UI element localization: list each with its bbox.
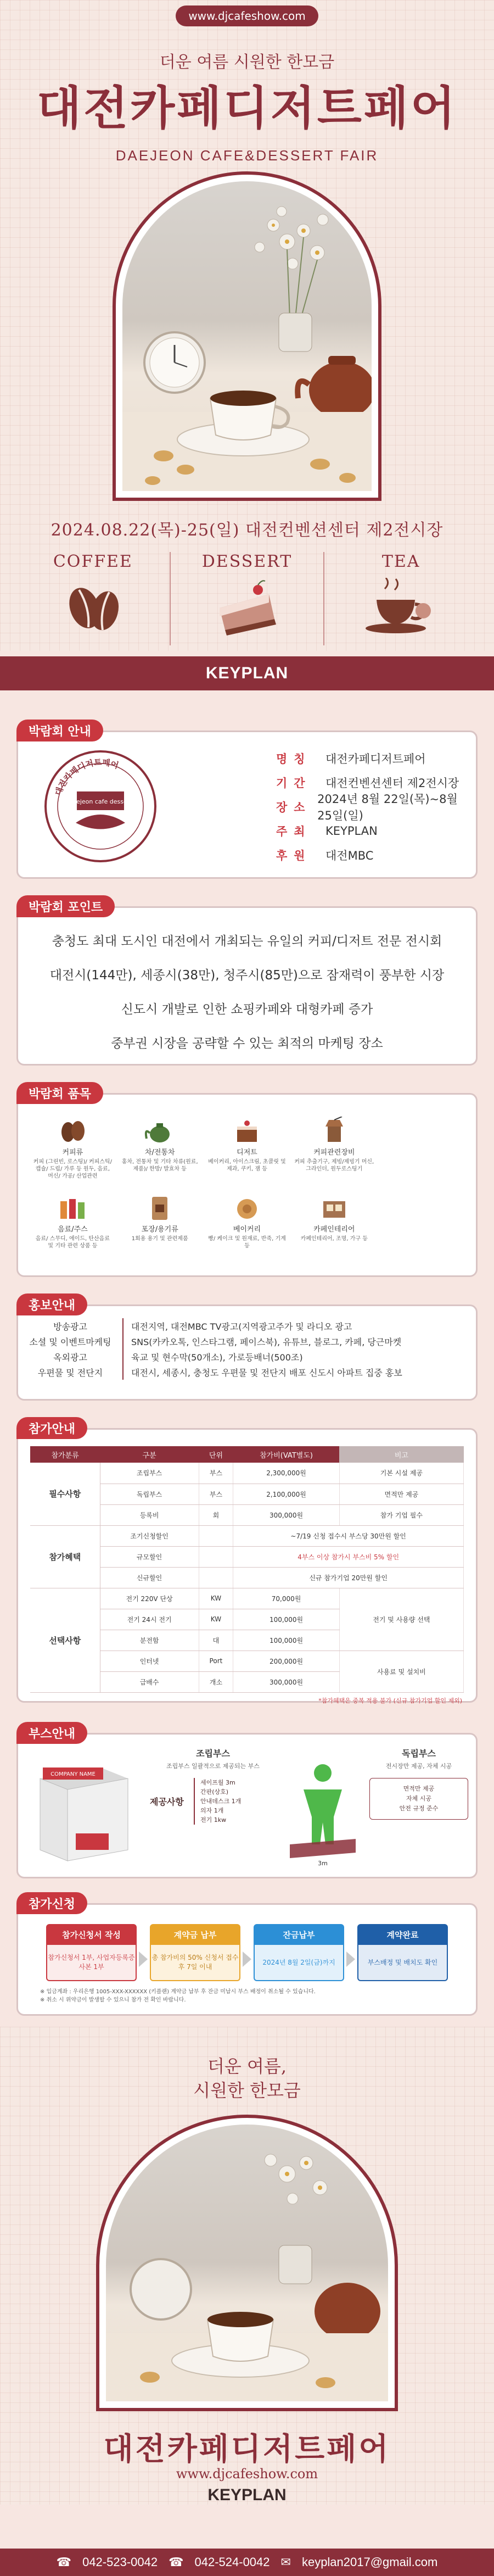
coffee-bean-icon [29,1111,116,1144]
fees-box [16,1428,478,1703]
items-grid [18,1095,476,1270]
table-row: 인터넷 Port 200,000원 사용료 및 설치비 [30,1651,464,1671]
step-application: 참가신청서 작성 참가신청서 1부, 사업자등록증 사본 1부 [46,1924,137,1981]
category-label: DESSERT [201,552,293,571]
about-row: 후원 대전MBC [276,849,374,862]
items-box [16,1093,478,1277]
step-arrow-icon [346,1951,355,1967]
promotion-section [16,1293,478,1403]
organizer-bar: KEYPLAN [0,656,494,690]
items-section [16,1082,478,1280]
section-tag: 박람회 안내 [16,720,103,741]
teapot-icon [116,1111,204,1144]
phone-1[interactable]: 042-523-0042 [82,2555,158,2569]
item-tea: 차/전통차 홍차, 전통차 및 기타 차류(원료, 제품)/ 한방/ 발효차 등 [116,1111,204,1188]
coffee-bag-icon [116,1188,204,1221]
step-complete: 계약완료 부스배정 및 배치도 확인 [357,1924,448,1981]
table-row: 참가혜택 조기신청할인 ~7/19 신청 접수시 부스당 30만원 할인 [30,1525,464,1546]
fees-section [16,1417,478,1708]
phone-2[interactable]: 042-524-0042 [194,2555,270,2569]
category-coffee [16,552,171,645]
category-tea [324,552,478,645]
item-coffee: 커피류 커피 (그린빈, 로스팅)/ 커피스틱/ 캡슐/ 드립/ 가루 등 원두, 음료, 머신/ 가공/ 산업관련 [29,1111,116,1188]
point-line: 충청도 최대 도시인 대전에서 개최되는 유일의 커피/디저트 전문 전시회 [52,934,442,949]
apply-box [16,1903,478,2016]
item-beverage: 음료/주스 음료/ 스무디, 에이드, 탄산음료 및 기타 관련 상품 등 [29,1188,116,1265]
section-tag: 참가안내 [16,1417,87,1439]
hero-title: 대전카페디저트페어 [36,81,458,135]
table-row: 규모할인 4부스 이상 참가시 부스비 5% 할인 [30,1546,464,1567]
about-table [276,746,476,867]
promotion-box [16,1304,478,1401]
booth-box [16,1733,478,1878]
coffee-bean-icon [16,578,170,640]
about-row: 명칭 대전카페디저트페어 [276,752,426,766]
point-line: 신도시 개발로 인한 쇼핑카페와 대형카페 증가 [121,1002,373,1017]
about-row: 주최 KEYPLAN [276,824,378,838]
category-dessert [171,552,325,645]
fax-icon: ☎ [169,2555,184,2569]
table-row: 급배수 개소 300,000원 [30,1671,464,1692]
item-equipment: 커피관련장비 커피 추출기구, 제빙/제빙기 머신, 그라인더, 원두로스팅기 [290,1111,378,1188]
event-date-venue: 2024.08.22(목)-25(일) 대전컨벤션센터 제2전시장 [50,521,444,540]
footer-coffee-illustration [106,2125,388,2401]
badge-logo-text: daejeon cafe dessert [69,798,132,805]
step-arrow-icon [139,1951,148,1967]
item-empty [378,1111,465,1188]
category-label: TEA [381,552,420,571]
step-balance: 잔금납부 2024년 8월 2일(금)까지 [254,1924,344,1981]
booth-illustration [29,1757,139,1869]
apply-notes: ※ 입금계좌 : 우리은행 1005-XXX-XXXXXX (키플랜) 계약금 납부 후 잔금 미납시 부스 배정이 취소될 수 있습니다. ※ 취소 시 위약금이 발생할 수 있으니 참가 전 확인 바랍니다. [40,1989,316,2003]
table-row: 신규할인 신규 참가기업 20만원 할인 [30,1567,464,1588]
table-row: 독립부스 부스 2,100,000원 면적만 제공 [30,1484,464,1504]
hero-title-en: DAEJEON CAFE&DESSERT FAIR [115,147,379,164]
section-tag: 참가신청 [16,1892,87,1914]
promotion-keys: 방송광고 소셜 및 이벤트마케팅 옥외광고 우편물 및 전단지 [29,1321,111,1378]
table-row: 필수사항 조립부스 부스 2,300,000원 기본 시설 제공 [30,1463,464,1484]
item-interior: 카페인테리어 카페인테리어, 조명, 가구 등 [290,1188,378,1265]
point-line: 대전시(144만), 세종시(38만), 청주시(85만)으로 잠재력이 풍부한 시장 [49,968,445,983]
fee-header-row: 참가분류 구분 단위 참가비(VAT별도) 비고 [30,1446,464,1463]
table-row: 선택사항 전기 220V 단상 KW 70,000원 전기 및 사용량 선택 [30,1588,464,1609]
section-tag: 박람회 포인트 [16,895,115,917]
about-row: 기간 대전컨벤션센터 제2전시장 [276,777,459,790]
point-line: 중부권 시장을 공략할 수 있는 최적의 마케팅 장소 [111,1036,383,1051]
independent-booth: 독립부스 전시장만 제공, 자체 시공 면적만 제공 자체 시공 안전 규정 준수 [369,1747,468,1820]
cake-icon [204,1111,291,1144]
teacup-icon [324,578,478,640]
item-packaging: 포장/용기류 1회용 용기 및 관련제품 [116,1188,204,1265]
assembled-booth: 조립부스 조립부스 일괄적으로 제공되는 부스 제공사항 세이프월 3m 간판(상호) 안내데스크 1개 의자 1개 전기 1kw [150,1748,260,1824]
drink-cups-icon [29,1188,116,1221]
cake-slice-icon [171,578,324,640]
coffee-still-life-photo [122,181,372,491]
phone-icon: ☎ [56,2555,72,2569]
grinder-icon [290,1111,378,1144]
table-row: 등록비 회 300,000원 참가 기업 필수 [30,1504,464,1525]
table-row: 전기 24시 전기 KW 100,000원 [30,1609,464,1630]
section-tag: 홍보안내 [16,1293,87,1315]
hero-subtitle: 더운 여름 시원한 한모금 [159,53,335,72]
category-label: COFFEE [53,552,133,571]
fee-note: *참가혜택은 중복 적용 불가 (신규 참가기업 할인 제외) [318,1697,462,1704]
section-tag: 부스안내 [16,1722,87,1744]
fair-badge [43,749,158,866]
email-link[interactable]: keyplan2017@gmail.com [301,2555,438,2569]
badge-arc-text: 대전카페디저트페어 [53,757,120,797]
fee-table [30,1446,464,1693]
site-url-pill[interactable]: www.djcafeshow.com [176,5,318,26]
points-section [16,895,478,1071]
mail-icon: ✉ [280,2555,291,2569]
company-name-sign: COMPANY NAME [50,1771,96,1777]
apply-section [16,1892,478,2019]
category-row [16,552,478,645]
bread-icon [204,1188,291,1221]
cafe-interior-icon [290,1188,378,1221]
footer-organizer: KEYPLAN [207,2486,287,2504]
coffee-illustration [122,181,372,491]
item-bakery: 베이커리 빵/ 케이크 및 원재료, 반죽, 기계 등 [204,1188,291,1265]
footer-url[interactable]: www.djcafeshow.com [176,2466,318,2482]
footer-slogan: 더운 여름, 시원한 한모금 [193,2056,301,2101]
section-tag: 박람회 품목 [16,1082,103,1104]
footer-arch-photo-frame [96,2115,398,2411]
booth-section [16,1722,478,1881]
step-arrow-icon [243,1951,251,1967]
promotion-values: 대전지역, 대전MBC TV광고(지역광고주가 및 라디오 광고 SNS(카카오톡, 인스타그램, 페이스북), 유튜브, 블로그, 카페, 당근마켓 육교 및 현수막(50개소), 가로등배너(500조) 대전시, 세종시, 충청도 우편물 및 전단지 배포 신도시 아파트 집중 홍보 [131,1321,402,1378]
footer-coffee-photo [106,2125,388,2401]
footer-title: 대전카페디저트페어 [103,2431,391,2467]
footer-hero [0,2027,494,2505]
hero-section [0,0,494,651]
about-box [16,731,478,879]
about-row: 장소 2024년 8월 22일(목)~8월 25일(일) [276,793,458,822]
apply-steps [18,1905,476,1981]
about-section [16,720,478,884]
points-box [16,906,478,1066]
contact-bar [0,2549,494,2576]
hero-arch-photo-frame [113,171,381,501]
dimension-label: 3m [318,1860,328,1866]
table-row: 분전함 대 100,000원 [30,1630,464,1651]
step-deposit: 계약금 납부 총 참가비의 50% 신청서 접수 후 7일 이내 [150,1924,240,1981]
person-space-icon [287,1757,358,1869]
item-dessert: 디저트 베이커리, 아이스크림, 초콜릿 및 제과, 쿠키, 잼 등 [204,1111,291,1188]
